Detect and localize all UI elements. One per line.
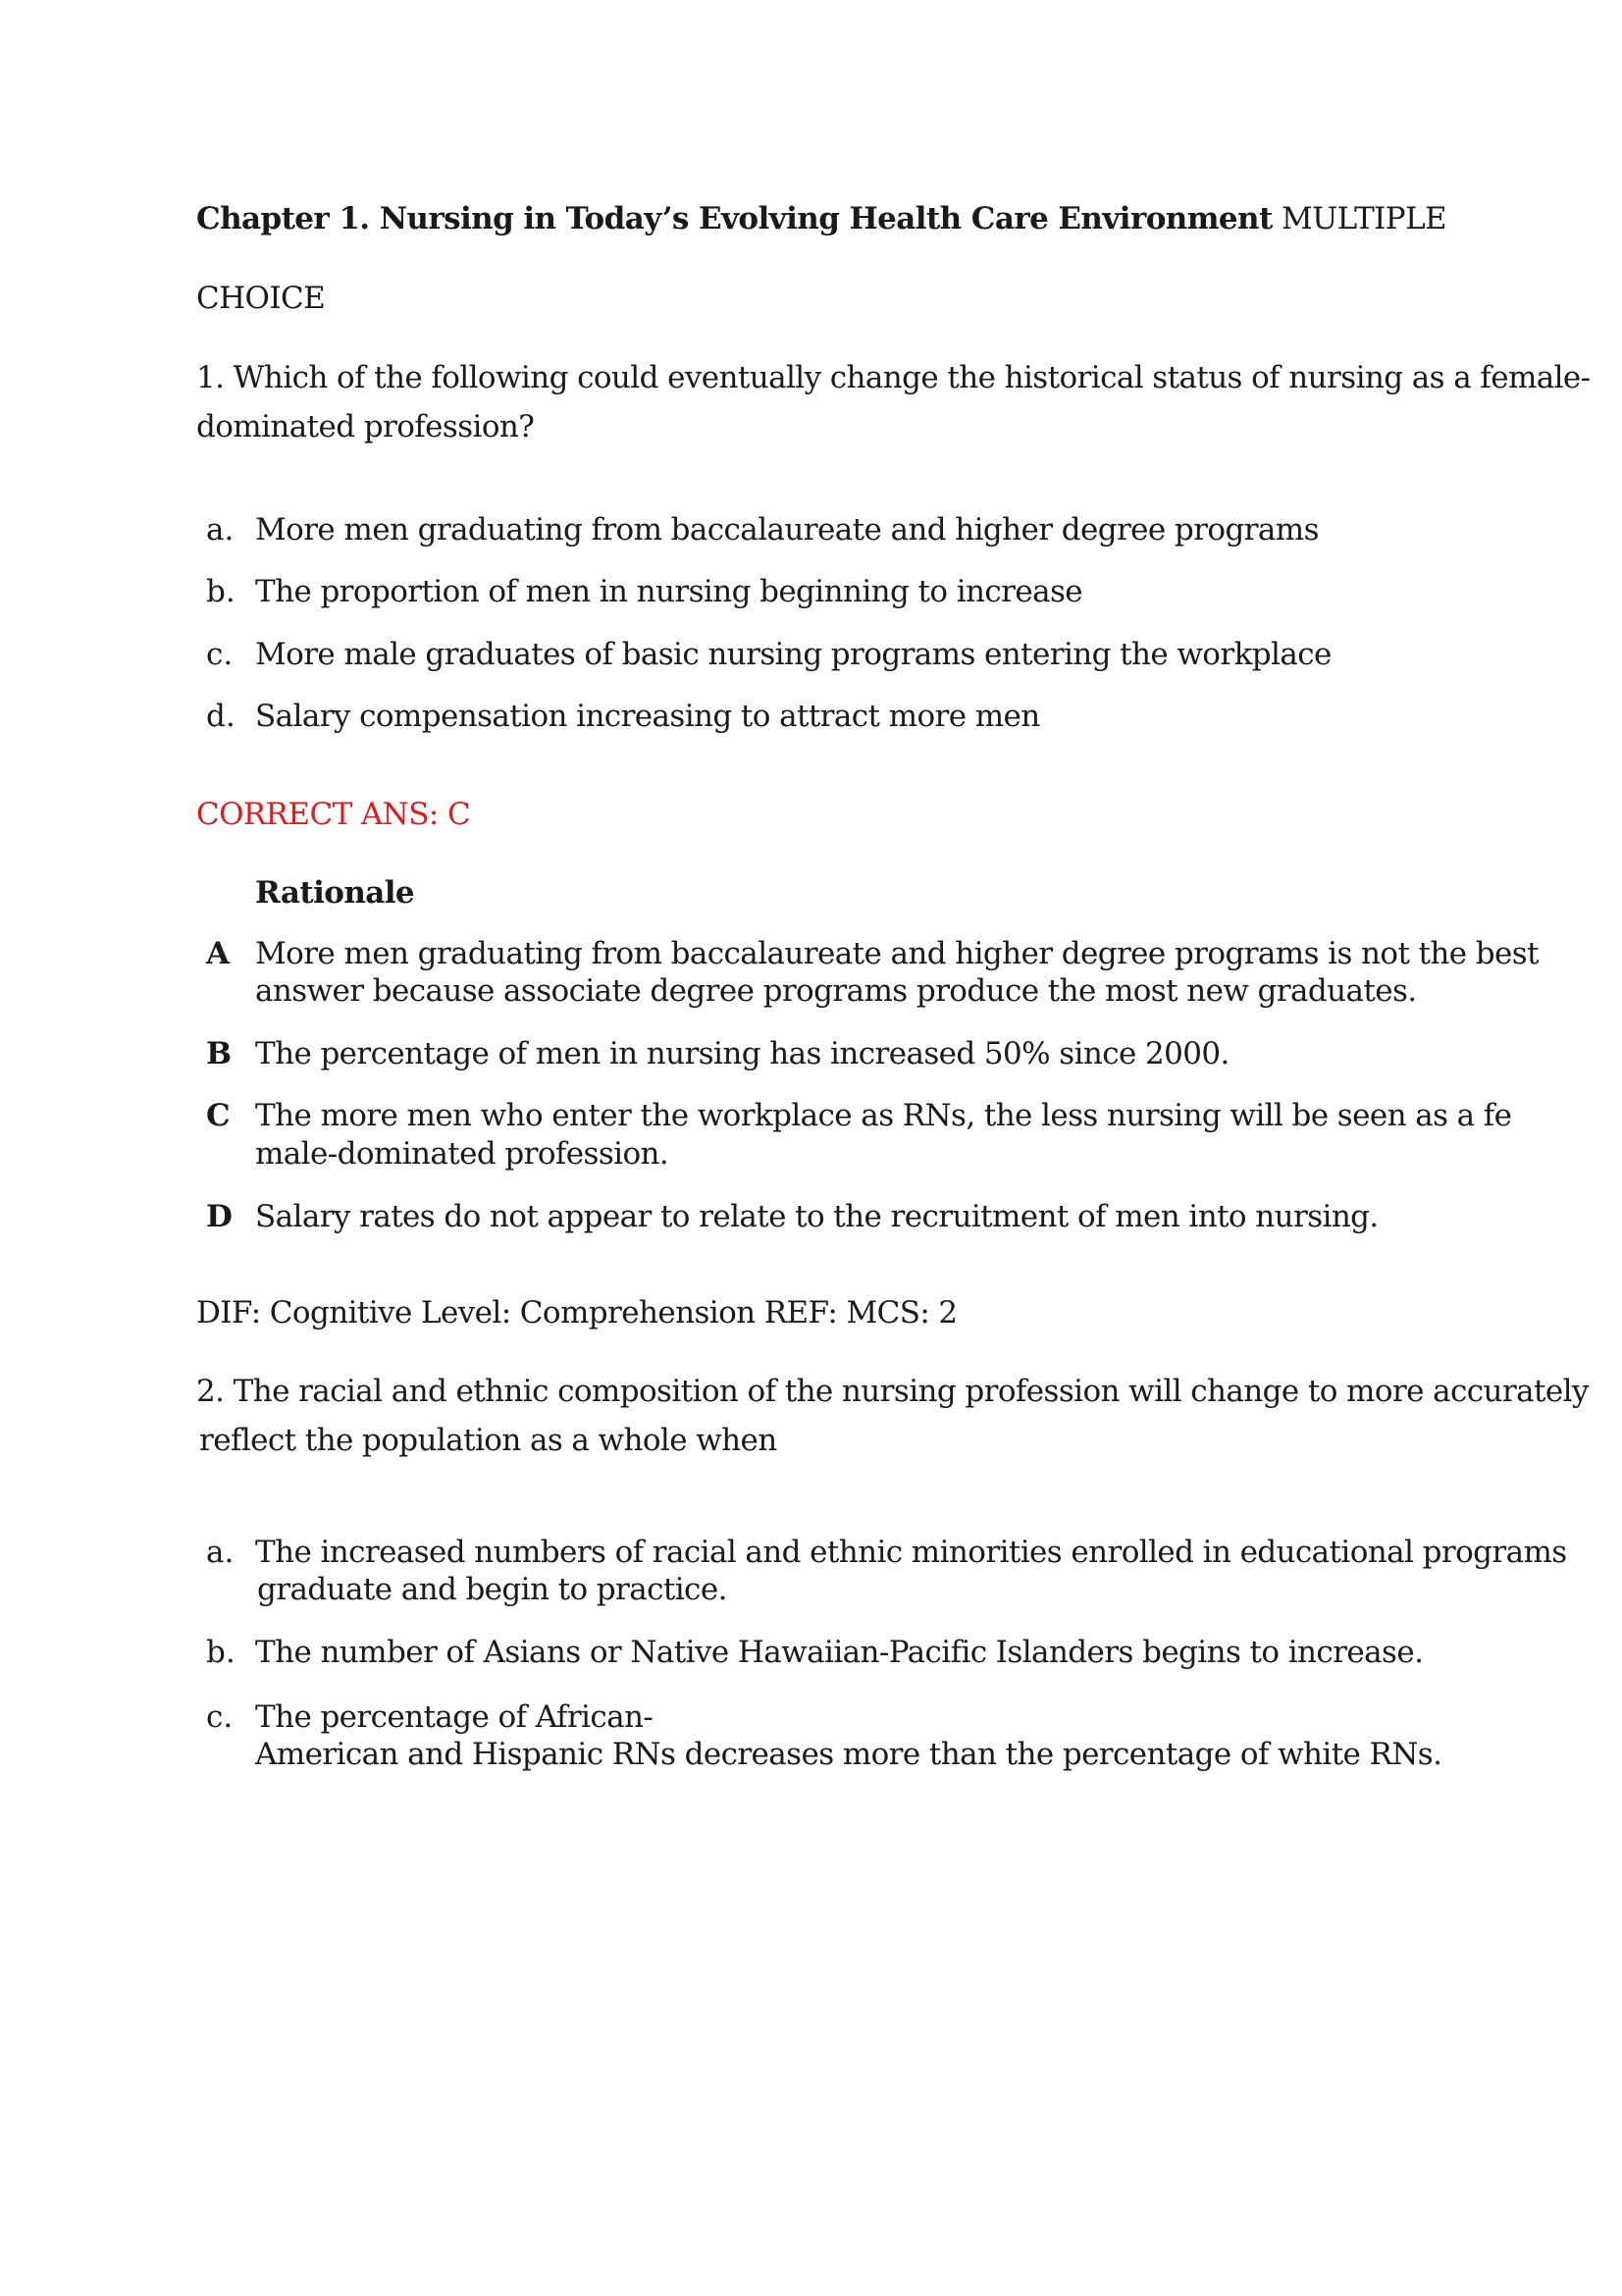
- chapter-title-bold: Chapter 1. Nursing in Today’s Evolving Health Care Environment: [196, 201, 1273, 236]
- question-1-meta: DIF: Cognitive Level: Comprehension REF: MCS: 2: [196, 1295, 958, 1331]
- rationale-heading: Rationale: [255, 875, 415, 911]
- rationale-text-line1: More men graduating from baccalaureate and higher degree programs is not the best: [255, 936, 1539, 971]
- correct-answer: CORRECT ANS: C: [196, 797, 471, 832]
- option-letter: a.: [206, 512, 235, 548]
- option-text-line1: The percentage of African-: [255, 1699, 654, 1735]
- rationale-text-line2: answer because associate degree programs produce the most new graduates.: [255, 973, 1417, 1009]
- rationale-text-line1: The more men who enter the workplace as RNs, the less nursing will be seen as a fe: [255, 1098, 1512, 1133]
- question-2-stem-line2: reflect the population as a whole when: [199, 1423, 777, 1458]
- chapter-title: [196, 199, 1446, 238]
- rationale-text-line1: The percentage of men in nursing has increased 50% since 2000.: [255, 1036, 1230, 1071]
- option-text: More men graduating from baccalaureate and higher degree programs: [255, 512, 1319, 548]
- chapter-title-line2: CHOICE: [196, 281, 326, 316]
- option-letter: b.: [206, 1635, 235, 1670]
- option-letter: c.: [206, 1699, 234, 1735]
- option-letter: a.: [206, 1535, 235, 1570]
- option-letter: c.: [206, 637, 234, 672]
- question-2-stem-line1: 2. The racial and ethnic composition of the nursing profession will change to more accurately: [196, 1374, 1589, 1409]
- option-text-line1: The number of Asians or Native Hawaiian-Pacific Islanders begins to increase.: [255, 1635, 1424, 1670]
- option-text: More male graduates of basic nursing programs entering the workplace: [255, 637, 1332, 672]
- question-1-stem-line1: 1. Which of the following could eventually change the historical status of nursing as a female-: [196, 360, 1591, 395]
- rationale-letter: C: [206, 1098, 231, 1133]
- option-letter: b.: [206, 574, 235, 609]
- rationale-letter: B: [206, 1036, 233, 1071]
- rationale-letter: A: [206, 936, 231, 971]
- rationale-letter: D: [206, 1199, 233, 1234]
- option-letter: d.: [206, 699, 235, 734]
- question-1-stem-line2: dominated profession?: [196, 409, 535, 444]
- option-text: The proportion of men in nursing beginning to increase: [255, 574, 1083, 609]
- option-text: Salary compensation increasing to attract more men: [255, 699, 1040, 734]
- option-text-line2: American and Hispanic RNs decreases more than the percentage of white RNs.: [255, 1737, 1442, 1772]
- option-text-line2: graduate and begin to practice.: [257, 1572, 727, 1607]
- rationale-text-line1: Salary rates do not appear to relate to the recruitment of men into nursing.: [255, 1199, 1379, 1234]
- chapter-title-tail: MULTIPLE: [1272, 201, 1447, 236]
- rationale-text-line2: male-dominated profession.: [255, 1136, 669, 1172]
- option-text-line1: The increased numbers of racial and ethnic minorities enrolled in educational programs: [255, 1535, 1567, 1570]
